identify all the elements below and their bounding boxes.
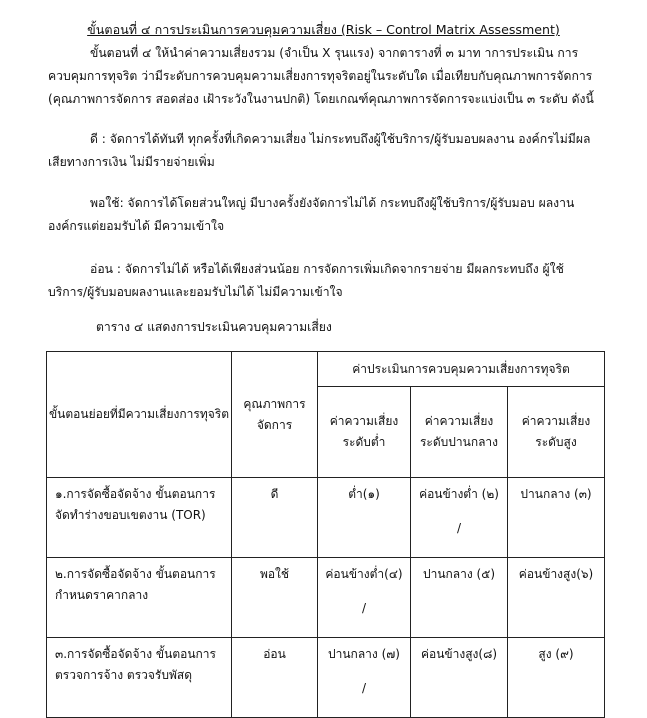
check-mark: / [361,681,367,695]
check-mark: / [361,601,367,615]
header-mid: ค่าความเสี่ยงระดับปานกลาง [411,387,508,478]
header-quality: คุณภาพการจัดการ [232,352,318,478]
header-low: ค่าความเสี่ยงระดับต่ำ [318,387,411,478]
cell-high [508,638,605,718]
row-step: ๑.การจัดซื้อจัดจ้าง ขั้นตอนการจัดทำร่างขอบเขตงาน (TOR) [47,478,232,558]
row-quality: อ่อน [232,638,318,718]
table-row [47,638,605,718]
table-row [47,558,605,638]
cell-high [508,558,605,638]
level-label: ปานกลาง (๕) [422,567,496,581]
cell-low [318,558,411,638]
header-step: ขั้นตอนย่อยที่มีความเสี่ยงการทุจริต [47,352,232,478]
row-quality: พอใช้ [232,558,318,638]
cell-low [318,478,411,558]
level-label: ค่อนข้างต่ำ(๔) [325,567,403,581]
header-high: ค่าความเสี่ยงระดับสูง [508,387,605,478]
level-label: ค่อนข้างต่ำ (๒) [419,487,499,501]
table-caption: ตาราง ๔ แสดงการประเมินควบคุมความเสี่ยง [96,320,332,334]
cell-mid [411,478,508,558]
level-label: ค่อนข้างสูง(๖) [518,567,594,581]
cell-low [318,638,411,718]
row-step: ๓.การจัดซื้อจัดจ้าง ขั้นตอนการตรวจการจ้าง ตรวจรับพัสดุ [47,638,232,718]
intro-paragraph: ขั้นตอนที่ ๔ ให้นำค่าความเสี่ยงรวม (จำเป็น X รุนแรง) จากตารางที่ ๓ มาท าการประเมิน การควบคุมการทุจริต ว่ามีระดับการควบคุมความเสี่ยงการทุจริตอยู่ในระดับใด เมื่อเทียบกับคุณภาพการจัดการ (คุณภาพการจัดการ สอดส่อง เฝ้าระวังในงานปกติ) โดยเกณฑ์คุณภาพการจัดการจะแบ่งเป็น ๓ ระดับ ดังนี้ [48,46,594,106]
header-assessment-group: ค่าประเมินการควบคุมความเสี่ยงการทุจริต [318,352,605,387]
criteria-weak: อ่อน : จัดการไม่ได้ หรือได้เพียงส่วนน้อย การจัดการเพิ่มเกิดจากรายจ่าย มีผลกระทบถึง ผู้ใช้บริการ/ผู้รับมอบผลงานและยอมรับไม่ได้ ไม่มีความเข้าใจ [48,262,564,299]
cell-mid [411,638,508,718]
level-label: ปานกลาง (๗) [328,647,400,661]
risk-control-table [46,351,605,718]
level-label: ต่ำ(๑) [348,487,380,501]
cell-mid [411,558,508,638]
level-label: ค่อนข้างสูง(๘) [420,647,498,661]
level-label: สูง (๙) [538,647,574,661]
level-label: ปานกลาง (๓) [520,487,592,501]
cell-high [508,478,605,558]
criteria-good: ดี : จัดการได้ทันที ทุกครั้งที่เกิดความเสี่ยง ไม่กระทบถึงผู้ใช้บริการ/ผู้รับมอบผลงาน องค์กรไม่มีผลเสียทางการเงิน ไม่มีรายจ่ายเพิ่ม [48,132,591,169]
check-mark: / [456,521,462,535]
criteria-fair: พอใช้: จัดการได้โดยส่วนใหญ่ มีบางครั้งยังจัดการไม่ได้ กระทบถึงผู้ใช้บริการ/ผู้รับมอบ ผลงานองค์กรแต่ยอมรับได้ มีความเข้าใจ [48,196,575,233]
section-heading: ขั้นตอนที่ ๔ การประเมินการควบคุมความเสี่ยง (Risk – Control Matrix Assessment) [87,22,560,37]
row-quality: ดี [232,478,318,558]
table-row [47,478,605,558]
row-step: ๒.การจัดซื้อจัดจ้าง ขั้นตอนการกำหนดราคากลาง [47,558,232,638]
